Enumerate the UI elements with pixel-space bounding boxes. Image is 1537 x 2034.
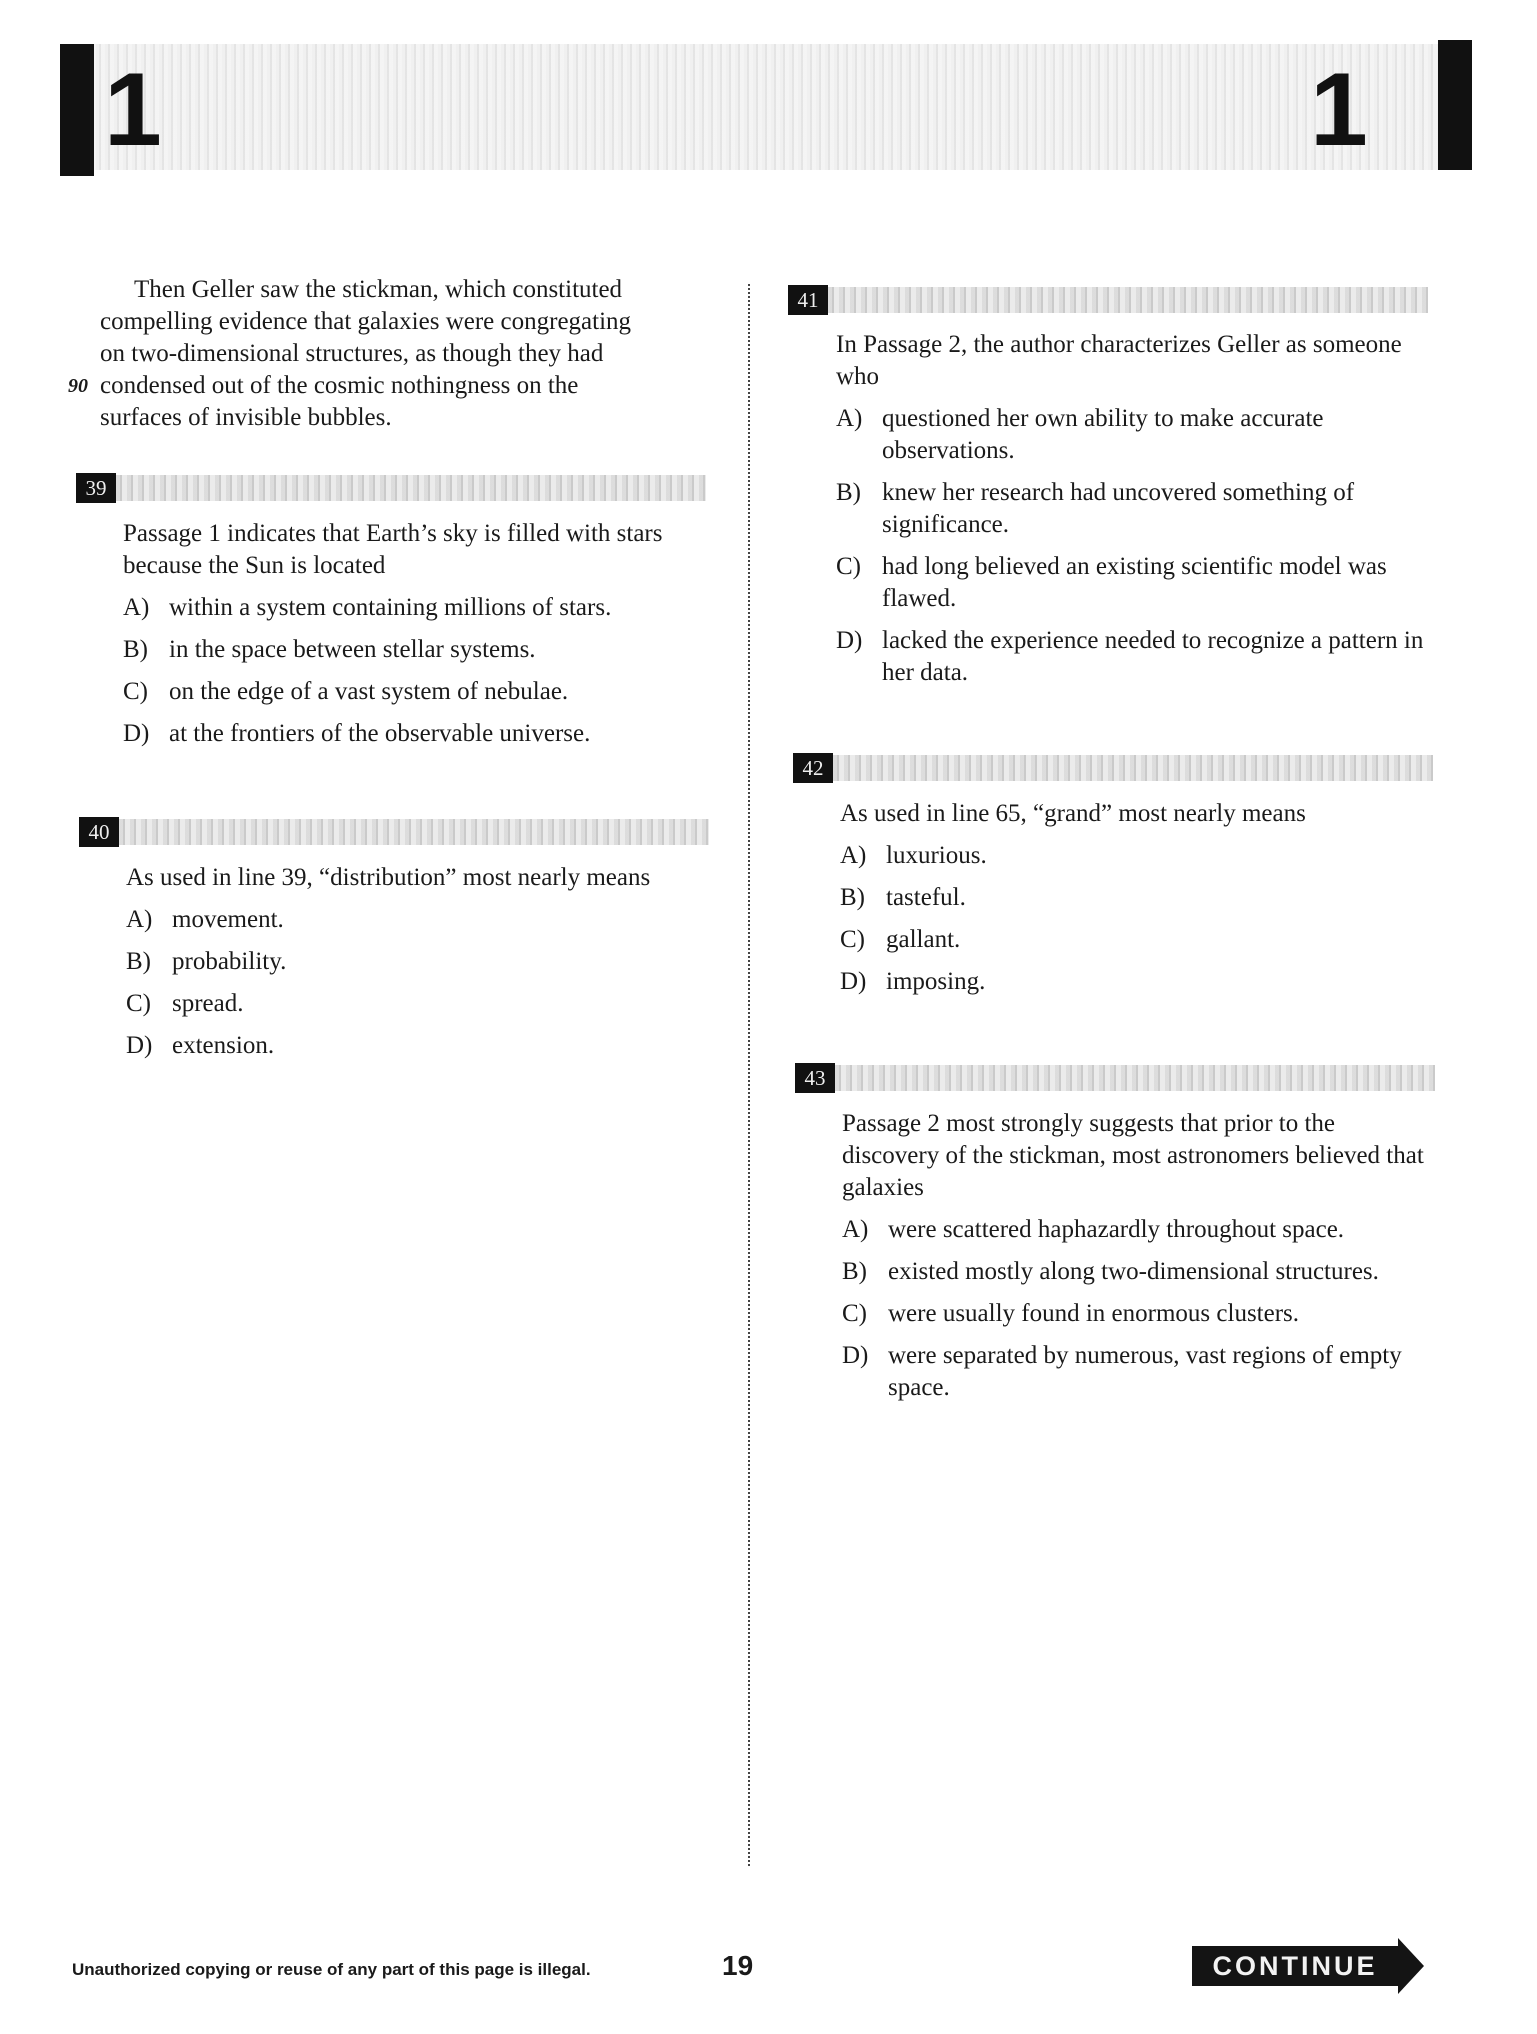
answer-option[interactable]	[126, 1030, 726, 1062]
answer-option[interactable]	[123, 634, 713, 666]
option-text: were separated by numerous, vast regions of empty space.	[888, 1342, 1402, 1401]
option-letter: D)	[126, 1032, 153, 1059]
option-text: lacked the experience needed to recognize a pattern in her data.	[882, 627, 1424, 686]
option-text: at the frontiers of the observable universe.	[169, 720, 591, 747]
question-header-39	[76, 473, 706, 503]
option-letter: B)	[836, 479, 861, 506]
passage-line: Then Geller saw the stickman, which constituted	[134, 276, 623, 303]
section-number-right: 1	[1310, 52, 1368, 168]
option-letter: B)	[126, 948, 151, 975]
answer-option[interactable]	[126, 904, 726, 936]
answer-option[interactable]	[836, 477, 1426, 541]
passage-line: compelling evidence that galaxies were congregating	[100, 308, 632, 335]
answer-option[interactable]	[126, 946, 726, 978]
question-42	[840, 798, 1430, 1008]
section-marker-bar-left	[60, 44, 94, 176]
option-text: were scattered haphazardly throughout space.	[888, 1216, 1345, 1243]
arrow-right-icon	[1398, 1938, 1424, 1994]
question-40	[126, 862, 726, 1072]
question-header-shade	[835, 1065, 1435, 1091]
option-text: spread.	[172, 990, 244, 1017]
option-text: in the space between stellar systems.	[169, 636, 536, 663]
option-letter: A)	[836, 405, 863, 432]
option-letter: D)	[842, 1342, 869, 1369]
question-header-shade	[833, 755, 1433, 781]
passage-line-numbered	[68, 370, 720, 402]
option-text: questioned her own ability to make accurate observations.	[882, 405, 1324, 464]
option-text: within a system containing millions of stars.	[169, 594, 612, 621]
continue-button[interactable]	[1192, 1938, 1432, 1994]
option-letter: D)	[836, 627, 863, 654]
answer-option[interactable]	[840, 882, 1430, 914]
question-number: 43	[795, 1063, 835, 1093]
continue-label: CONTINUE	[1192, 1946, 1398, 1986]
option-letter: C)	[836, 553, 861, 580]
passage-line-text: condensed out of the cosmic nothingness on the	[100, 372, 579, 399]
question-43	[842, 1108, 1437, 1414]
option-letter: C)	[126, 990, 151, 1017]
question-header-41	[788, 285, 1428, 315]
option-letter: C)	[123, 678, 148, 705]
question-stem: Passage 1 indicates that Earth’s sky is filled with stars because the Sun is located	[123, 520, 663, 579]
section-number-left: 1	[104, 52, 162, 168]
option-text: gallant.	[886, 926, 961, 953]
answer-option[interactable]	[836, 625, 1426, 689]
answer-option[interactable]	[842, 1340, 1437, 1404]
option-letter: C)	[842, 1300, 867, 1327]
option-letter: D)	[123, 720, 150, 747]
question-header-40	[79, 817, 709, 847]
option-text: had long believed an existing scientific model was flawed.	[882, 553, 1387, 612]
answer-option[interactable]	[126, 988, 726, 1020]
answer-option[interactable]	[840, 840, 1430, 872]
answer-option[interactable]	[842, 1298, 1437, 1330]
option-letter: C)	[840, 926, 865, 953]
answer-option[interactable]	[123, 676, 713, 708]
page-number: 19	[722, 1950, 754, 1981]
passage-line: on two-dimensional structures, as though they had	[100, 340, 604, 367]
question-header-shade	[828, 287, 1428, 313]
option-text: tasteful.	[886, 884, 966, 911]
answer-option[interactable]	[840, 924, 1430, 956]
question-number: 40	[79, 817, 119, 847]
answer-option[interactable]	[123, 592, 713, 624]
line-number: 90	[68, 375, 88, 397]
option-letter: B)	[840, 884, 865, 911]
question-number: 42	[793, 753, 833, 783]
option-text: imposing.	[886, 968, 986, 995]
answer-option[interactable]	[842, 1214, 1437, 1246]
question-header-42	[793, 753, 1433, 783]
section-marker-bar-right	[1438, 40, 1472, 170]
section-header-band	[60, 44, 1470, 170]
question-header-43	[795, 1063, 1435, 1093]
option-letter: A)	[126, 906, 153, 933]
question-39	[123, 518, 713, 760]
option-text: movement.	[172, 906, 284, 933]
copyright-notice: Unauthorized copying or reuse of any part of this page is illegal.	[72, 1960, 591, 1979]
option-text: knew her research had uncovered something of significance.	[882, 479, 1355, 538]
option-letter: B)	[842, 1258, 867, 1285]
option-letter: A)	[842, 1216, 869, 1243]
question-stem: Passage 2 most strongly suggests that prior to the discovery of the stickman, most astronomers believed that galaxies	[842, 1110, 1424, 1201]
option-letter: B)	[123, 636, 148, 663]
option-text: probability.	[172, 948, 287, 975]
answer-option[interactable]	[842, 1256, 1437, 1288]
question-stem: In Passage 2, the author characterizes Geller as someone who	[836, 331, 1402, 390]
answer-option[interactable]	[836, 403, 1426, 467]
option-letter: A)	[840, 842, 867, 869]
passage-line: surfaces of invisible bubbles.	[100, 404, 392, 431]
option-text: existed mostly along two-dimensional structures.	[888, 1258, 1379, 1285]
option-text: on the edge of a vast system of nebulae.	[169, 678, 569, 705]
column-divider	[748, 284, 750, 1866]
answer-option[interactable]	[840, 966, 1430, 998]
answer-option[interactable]	[836, 551, 1426, 615]
question-number: 41	[788, 285, 828, 315]
answer-option[interactable]	[123, 718, 713, 750]
option-text: were usually found in enormous clusters.	[888, 1300, 1300, 1327]
question-stem: As used in line 65, “grand” most nearly means	[840, 800, 1306, 827]
option-letter: A)	[123, 594, 150, 621]
question-stem: As used in line 39, “distribution” most nearly means	[126, 864, 651, 891]
question-number: 39	[76, 473, 116, 503]
option-text: luxurious.	[886, 842, 987, 869]
question-header-shade	[119, 819, 709, 845]
question-header-shade	[116, 475, 706, 501]
option-letter: D)	[840, 968, 867, 995]
question-41	[836, 329, 1426, 699]
option-text: extension.	[172, 1032, 275, 1059]
passage-excerpt	[68, 274, 720, 434]
